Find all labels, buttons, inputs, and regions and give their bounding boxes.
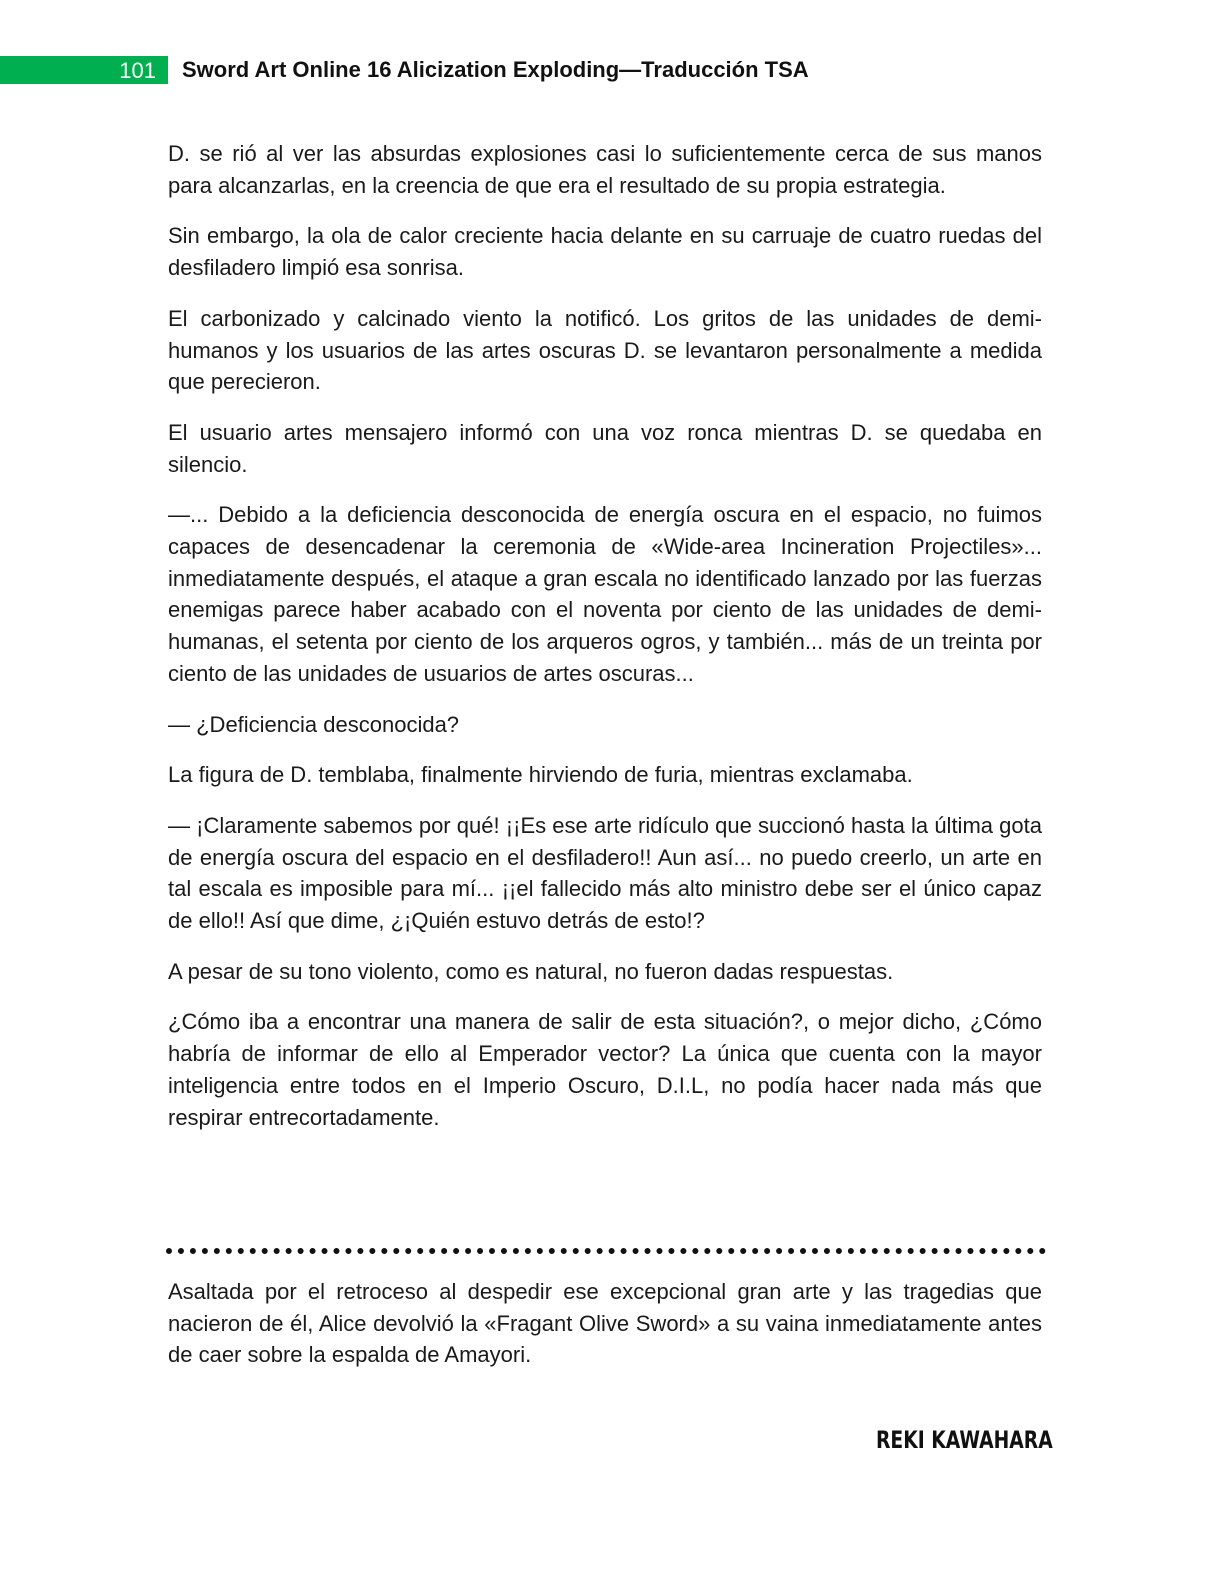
paragraph: — ¿Deficiencia desconocida?	[168, 711, 460, 737]
paragraph: Asaltada por el retroceso al despedir ese excepcional gran arte y las tragedias que nacieron de él, Alice devolvió la «Fragant Olive Sword» a su vaina inmediatamente antes de caer sobre la espalda de Amayori.	[168, 1279, 1042, 1368]
after-separator-text	[168, 1276, 1042, 1390]
page-number: 101	[119, 58, 156, 83]
running-title: Sword Art Online 16 Alicization Exploding—Traducción TSA	[182, 57, 809, 82]
page-number-bar	[0, 56, 168, 84]
paragraph: A pesar de su tono violento, como es natural, no fueron dadas respuestas.	[168, 958, 894, 984]
paragraph: D. se rió al ver las absurdas explosiones casi lo suficientemente cerca de sus manos para alcanzarlas, en la creencia de que era el resultado de su propia estrategia.	[168, 141, 1042, 198]
body-text	[168, 138, 1042, 1152]
paragraph: El carbonizado y calcinado viento la notificó. Los gritos de las unidades de demi-humanos y los usuarios de las artes oscuras D. se levantaron personalmente a medida que perecieron.	[168, 305, 1042, 395]
page-header	[0, 56, 1224, 84]
paragraph: —... Debido a la deficiencia desconocida de energía oscura en el espacio, no fuimos capaces de desencadenar la ceremonia de «Wide-area Incineration Projectiles»... inmediatamente después, el ataque a gran escala no identificado lanzado por las fuerzas enemigas parece haber acabado con el noventa por ciento de las unidades de demi-humanas, el setenta por ciento de los arqueros ogros, y también... más de un treinta por ciento de las unidades de usuarios de artes oscuras...	[168, 502, 1042, 686]
scene-separator	[166, 1248, 1046, 1254]
paragraph: El usuario artes mensajero informó con una voz ronca mientras D. se quedaba en silencio.	[168, 419, 1042, 477]
paragraph: — ¡Claramente sabemos por qué! ¡¡Es ese arte ridículo que succionó hasta la última gota de energía oscura del espacio en el desfiladero!! Aun así... no puedo creerlo, un arte en tal escala es imposible para mí... ¡¡el fallecido más alto ministro debe ser el único capaz de ello!! Así que dime, ¿¡Quién estuvo detrás de esto!?	[168, 812, 1042, 934]
paragraph: ¿Cómo iba a encontrar una manera de salir de esta situación?, o mejor dicho, ¿Cómo habría de informar de ello al Emperador vector? La única que cuenta con la mayor inteligencia entre todos en el Imperio Oscuro, D.I.L, no podía hacer nada más que respirar entrecortadamente.	[168, 1009, 1042, 1130]
paragraph: Sin embargo, la ola de calor creciente hacia delante en su carruaje de cuatro ruedas del desfiladero limpió esa sonrisa.	[168, 223, 1042, 281]
paragraph: La figura de D. temblaba, finalmente hirviendo de furia, mientras exclamaba.	[168, 762, 913, 788]
author-signature: REKI KAWAHARA	[876, 1426, 1053, 1454]
